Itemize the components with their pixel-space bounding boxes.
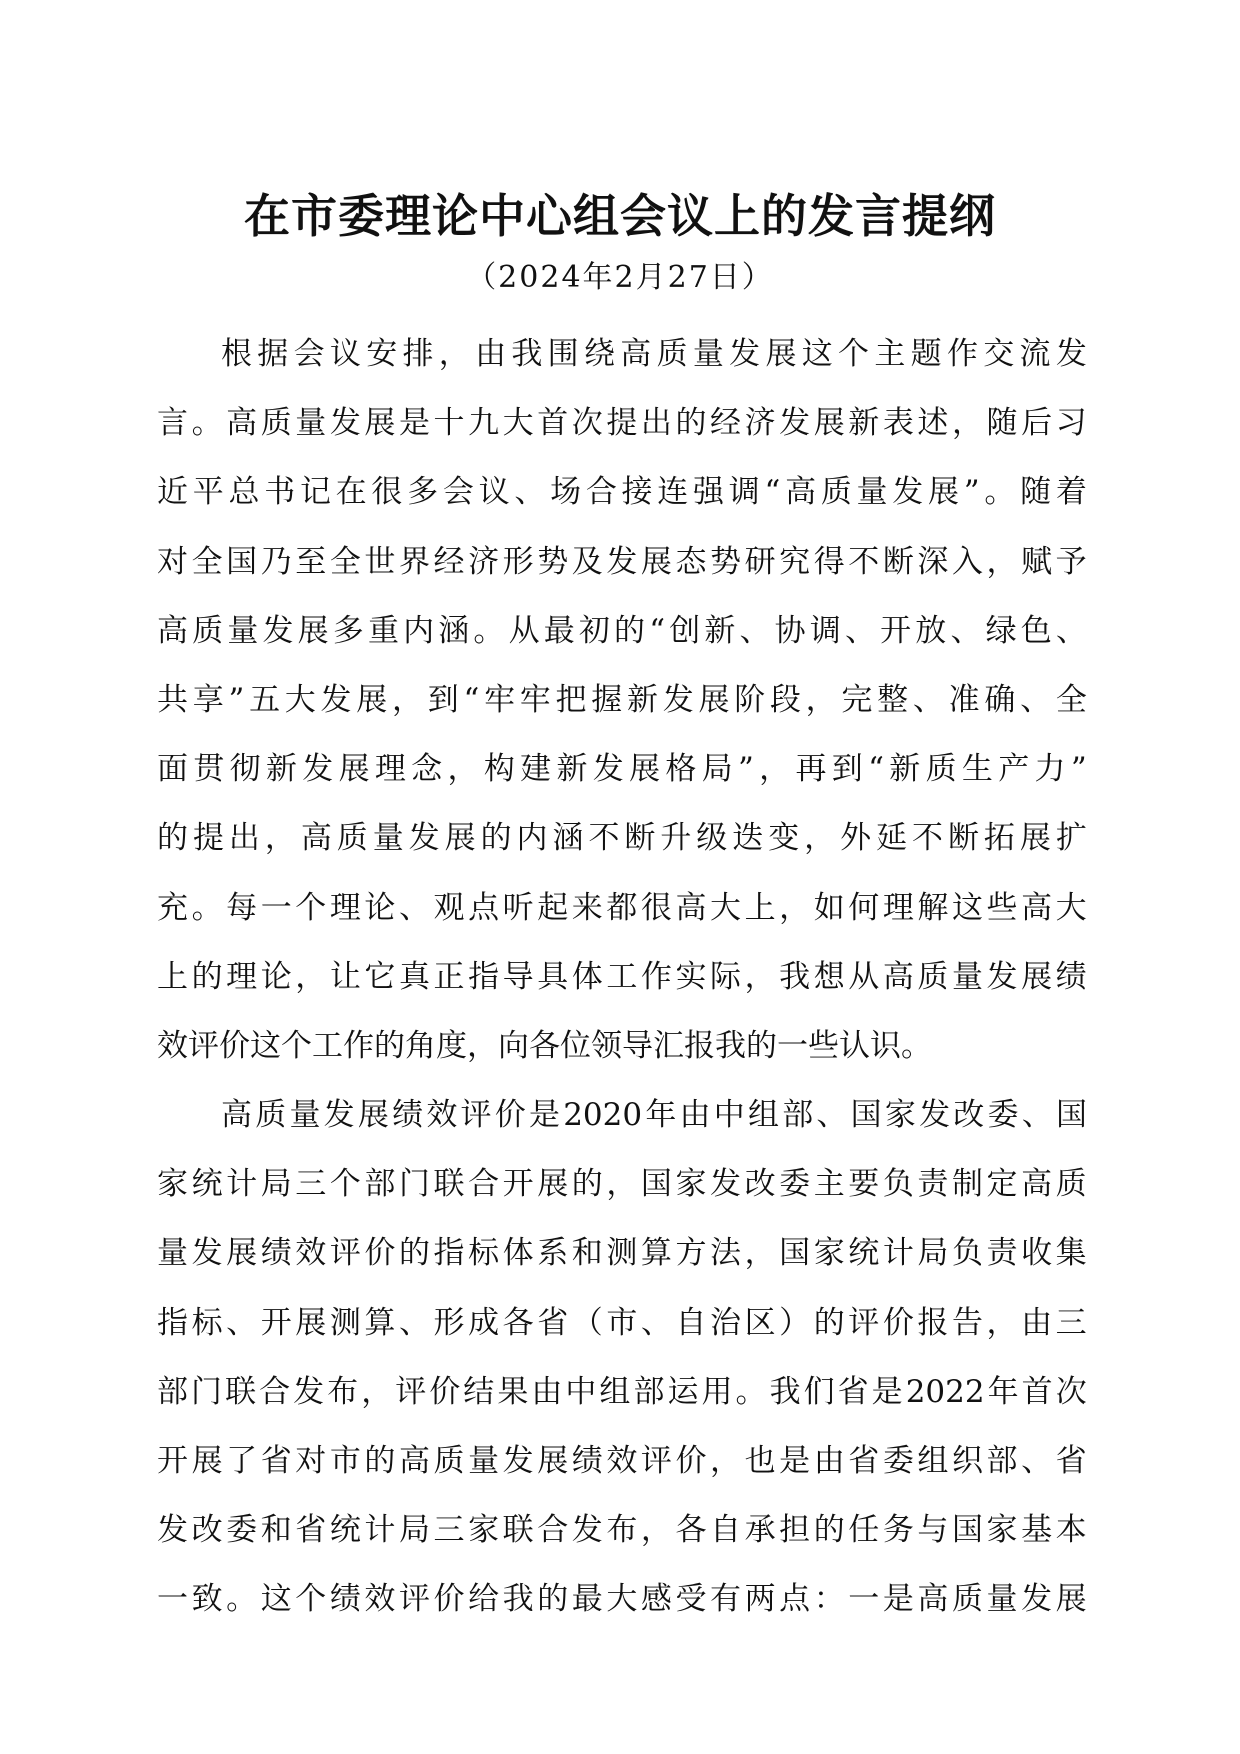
paragraph-1-line: 上 的 理 论 ， 让 它 真 正 指 导 具 体 工 作 实 际 ， 我 想 从 高 质 量 发 展 绩 — [157, 958, 1087, 995]
paragraph-2-line: 部 门 联 合 发 布 ， 评 价 结 果 由 中 组 部 运 用 。 我 们 省 是 2022 年 首 次 — [157, 1373, 1087, 1410]
paragraph-1-line: 高 质 量 发 展 多 重 内 涵 。 从 最 初 的 “ 创 新 、 协 调 、 开 放 、 绿 色 、 — [157, 612, 1087, 649]
paragraph-1-line: 近 平 总 书 记 在 很 多 会 议 、 场 合 接 连 强 调 “ 高 质 量 发 展 ” 。 随 着 — [157, 474, 1087, 511]
paragraph-1-line: 根 据 会 议 安 排 ， 由 我 围 绕 高 质 量 发 展 这 个 主 题 作 交 流 发 — [221, 336, 1087, 372]
paragraph-1-line: 充 。 每 一 个 理 论 、 观 点 听 起 来 都 很 高 大 上 ， 如 何 理 解 这 些 高 大 — [157, 889, 1087, 926]
paragraph-1-line: 对 全 国 乃 至 全 世 界 经 济 形 势 及 发 展 态 势 研 究 得 不 断 深 入 ， 赋 予 — [157, 543, 1087, 580]
paragraph-1-line: 效评价这个工作的角度，向各位领导汇报我的一些认识。 — [157, 1027, 932, 1064]
paragraph-2-line: 量 发 展 绩 效 评 价 的 指 标 体 系 和 测 算 方 法 ， 国 家 统 计 局 负 责 收 集 — [157, 1235, 1087, 1272]
paragraph-2-line: 高 质 量 发 展 绩 效 评 价 是 2020 年 由 中 组 部 、 国 家 发 改 委 、 国 — [221, 1097, 1087, 1134]
paragraph-1-line: 的 提 出 ， 高 质 量 发 展 的 内 涵 不 断 升 级 迭 变 ， 外 延 不 断 拓 展 扩 — [157, 820, 1087, 857]
paragraph-1-line: 共 享 ” 五 大 发 展 ， 到 “ 牢 牢 把 握 新 发 展 阶 段 ， 完 整 、 准 确 、 全 — [157, 681, 1087, 718]
paragraph-2-line: 发 改 委 和 省 统 计 局 三 家 联 合 发 布 ， 各 自 承 担 的 任 务 与 国 家 基 本 — [157, 1512, 1087, 1549]
document-title: 在市委理论中心组会议上的发言提纲 — [244, 189, 996, 243]
document-body — [157, 320, 1087, 1635]
paragraph-2-line: 指 标 、 开 展 测 算 、 形 成 各 省 （ 市 、 自 治 区 ） 的 评 价 报 告 ， 由 三 — [157, 1304, 1087, 1341]
paragraph-1-line: 言 。 高 质 量 发 展 是 十 九 大 首 次 提 出 的 经 济 发 展 新 表 述 ， 随 后 习 — [157, 405, 1087, 442]
paragraph-2-line: 开 展 了 省 对 市 的 高 质 量 发 展 绩 效 评 价 ， 也 是 由 省 委 组 织 部 、 省 — [157, 1443, 1087, 1479]
document-date: （2024年2月27日） — [466, 260, 774, 295]
paragraph-1-line: 面 贯 彻 新 发 展 理 念 ， 构 建 新 发 展 格 局 ” ， 再 到 “ 新 质 生 产 力 ” — [157, 751, 1087, 788]
paragraph-2-line: 家 统 计 局 三 个 部 门 联 合 开 展 的 ， 国 家 发 改 委 主 要 负 责 制 定 高 质 — [157, 1166, 1087, 1203]
paragraph-2-line: 一 致 。 这 个 绩 效 评 价 给 我 的 最 大 感 受 有 两 点 ： 一 是 高 质 量 发 展 — [157, 1581, 1087, 1618]
